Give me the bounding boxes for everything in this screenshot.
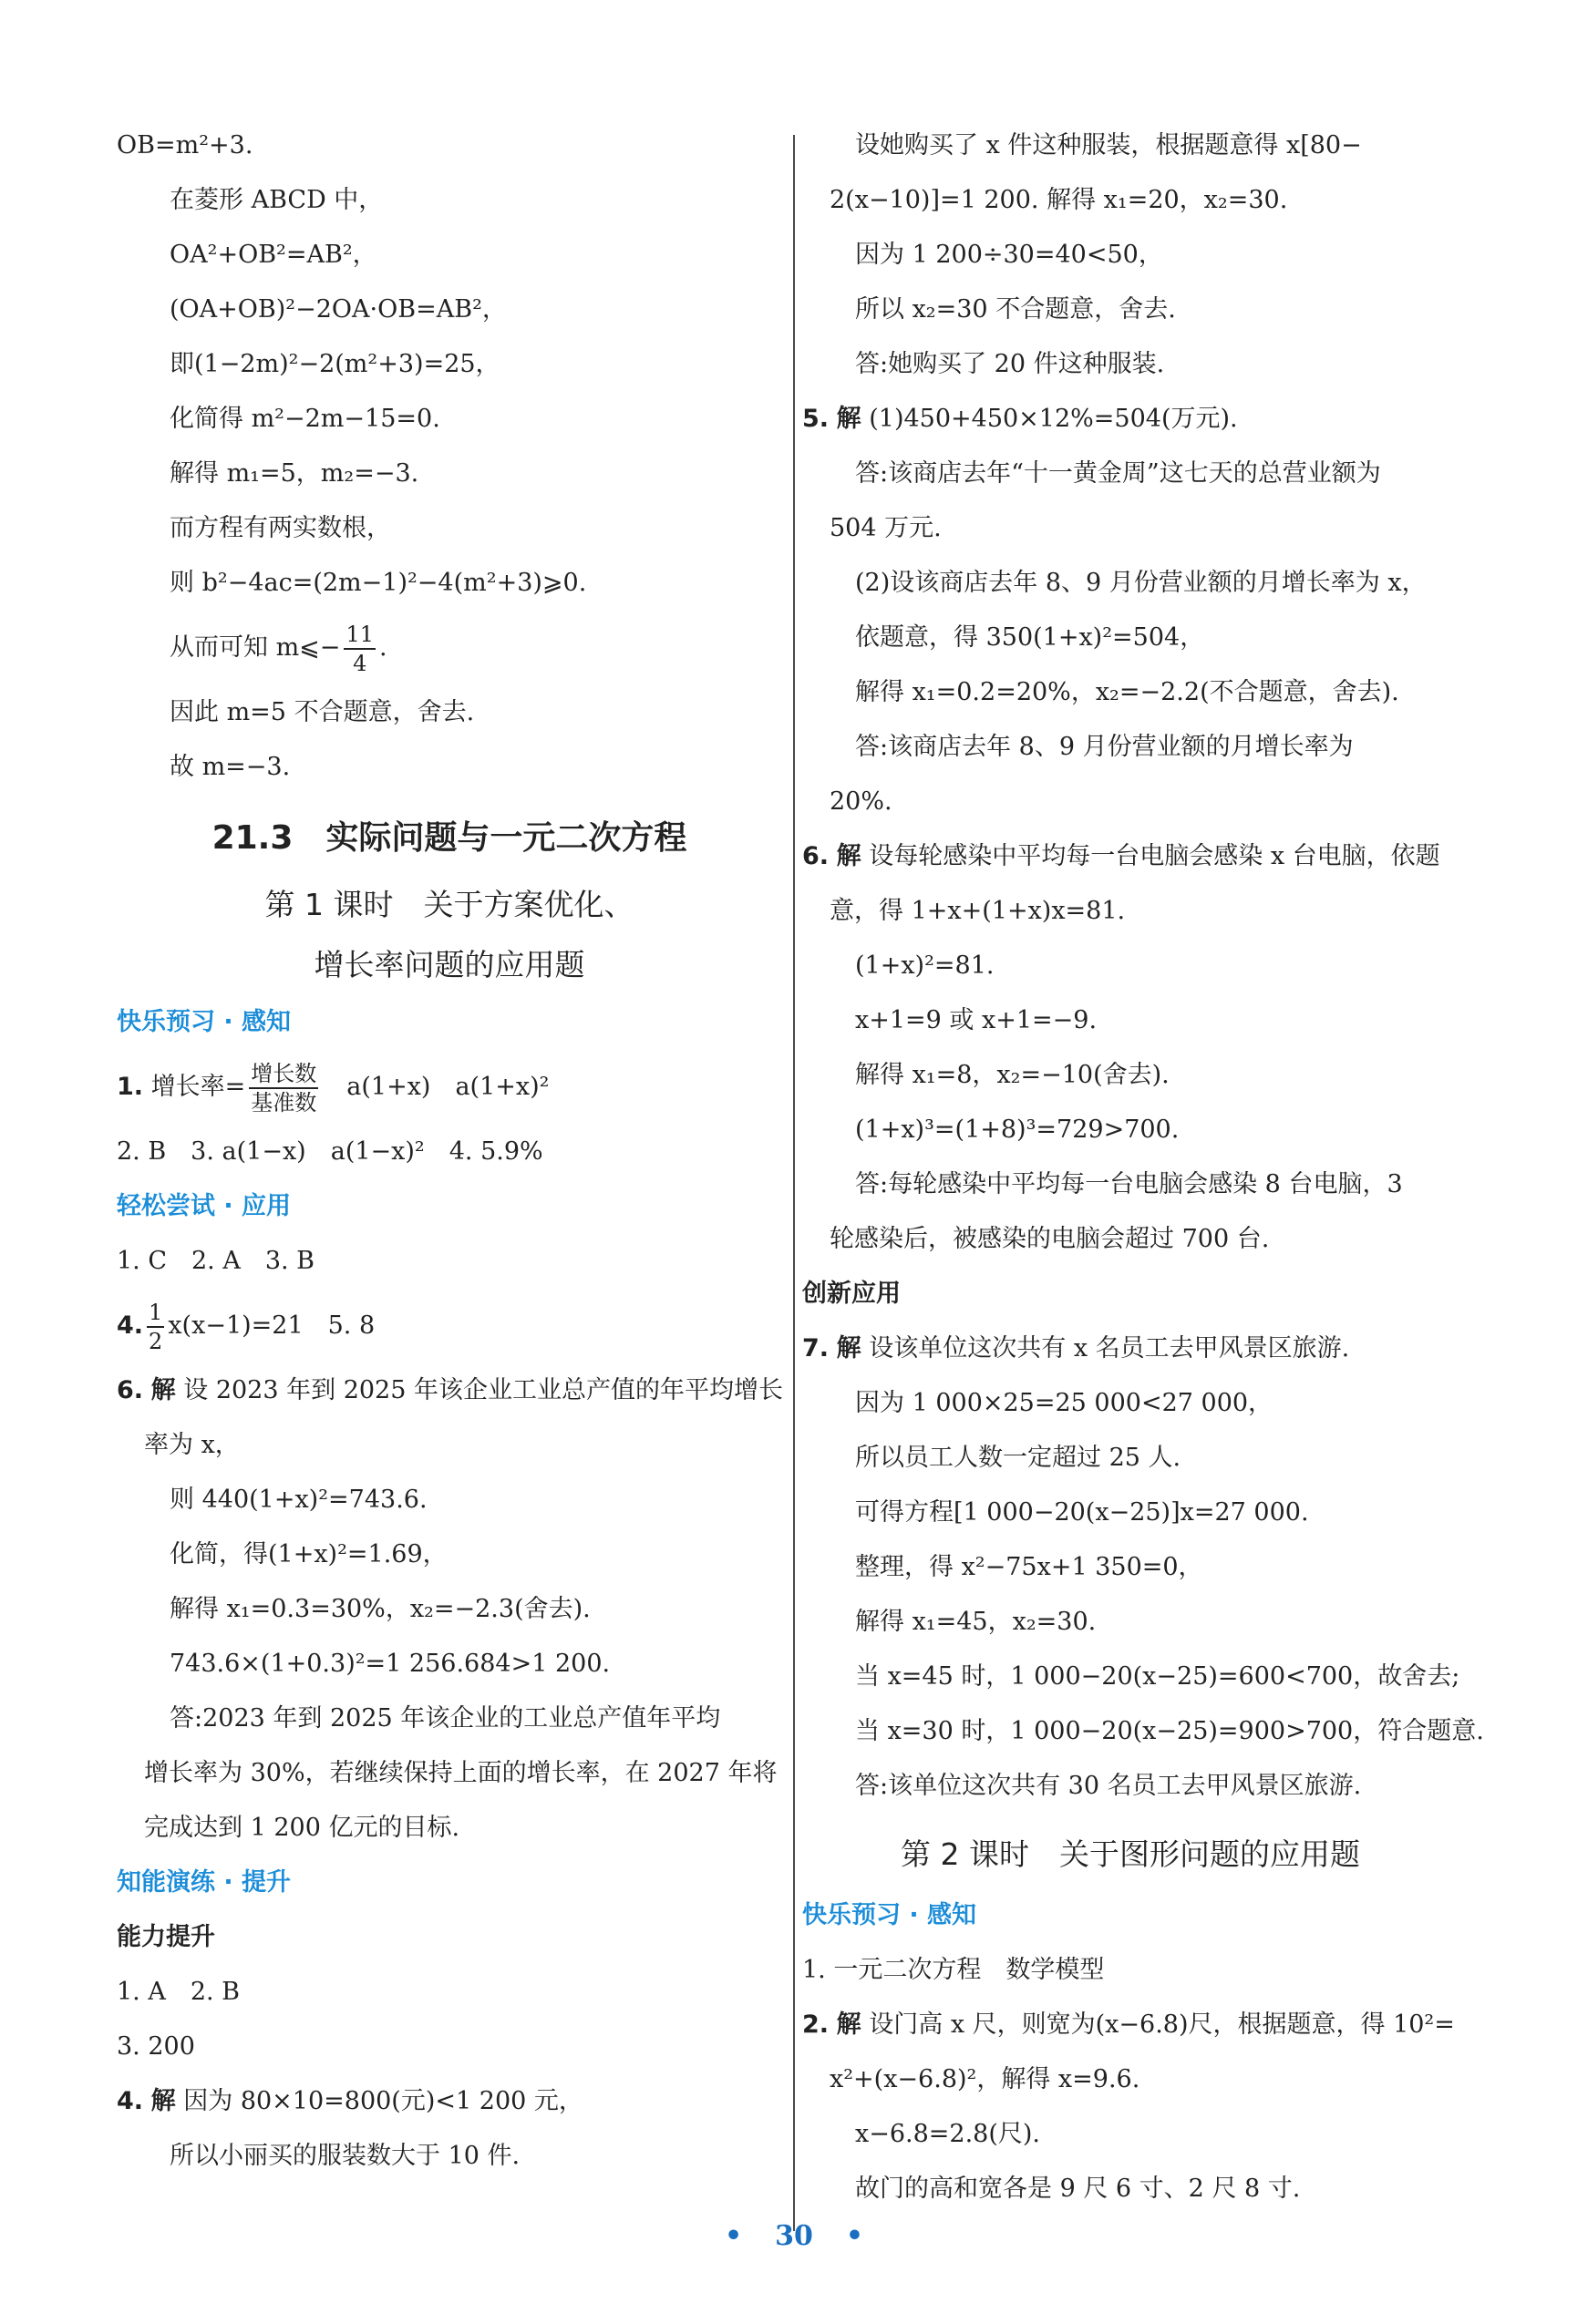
fraction [147, 1299, 164, 1355]
text-line: 743.6×(1+0.3)²=1 256.684>1 200. [170, 1650, 611, 1678]
text-line [802, 392, 1459, 447]
text-line: 意，得 1+x+(1+x)x=81. [830, 897, 1126, 925]
text-line: 率为 x， [144, 1431, 240, 1459]
text-line: 1. C 2. A 3. B [117, 1247, 315, 1275]
text-line: 当 x=45 时，1 000−20(x−25)=600<700，故舍去; [855, 1662, 1460, 1691]
fraction-numerator: 1 [147, 1299, 164, 1328]
text-line: 设她购买了 x 件这种服装，根据题意得 x[80− [855, 131, 1362, 159]
text-line [802, 829, 1459, 884]
heading-ability: 能力提升 [117, 1923, 215, 1951]
text-line: 20%. [830, 787, 892, 816]
text-segment: 因为 80×10=800(元)<1 200 元， [183, 2087, 583, 2115]
text-line [117, 1050, 782, 1125]
text-line: 所以小丽买的服装数大于 10 件. [170, 2142, 521, 2170]
text-line [117, 1289, 782, 1363]
text-line [802, 1321, 1459, 1376]
lesson-title: 增长率问题的应用题 [314, 947, 585, 982]
text-line [117, 611, 782, 685]
footer-dot: • [845, 2220, 864, 2252]
text-line: 依题意，得 350(1+x)²=504， [855, 623, 1205, 652]
text-line: OA²+OB²=AB²， [170, 241, 377, 269]
text-segment: x(x−1)=21 5. 8 [168, 1311, 376, 1340]
solution-keyword: 解 [150, 1376, 176, 1404]
heading-preview: 快乐预习 · 感知 [117, 1008, 292, 1036]
lesson-title: 第 2 课时 关于图形问题的应用题 [901, 1836, 1360, 1872]
text-line: 在菱形 ABCD 中， [170, 186, 384, 214]
text-line: 解得 x₁=8，x₂=−10(舍去). [855, 1061, 1170, 1089]
text-segment: 设每轮感染中平均每一台电脑会感染 x 台电脑，依题 [869, 842, 1440, 870]
question-number: 4. [117, 2087, 144, 2115]
text-line: 即(1−2m)²−2(m²+3)=25， [170, 350, 500, 378]
text-line: 答:该商店去年 8、9 月份营业额的月增长率为 [855, 733, 1354, 761]
fraction-numerator: 增长数 [249, 1060, 318, 1089]
fraction [249, 1060, 318, 1116]
heading-try: 轻松尝试 · 应用 [117, 1192, 292, 1220]
text-line: 而方程有两实数根， [170, 514, 391, 542]
text-segment: . [378, 633, 387, 662]
text-line: 2(x−10)]=1 200. 解得 x₁=20，x₂=30. [830, 186, 1288, 214]
text-line: (1+x)²=81. [855, 951, 995, 980]
text-line: 答:每轮感染中平均每一台电脑会感染 8 台电脑，3 [855, 1170, 1403, 1198]
text-line [802, 1998, 1459, 2052]
text-line: 3. 200 [117, 2032, 195, 2061]
text-line: 答:该单位这次共有 30 名员工去甲风景区旅游. [855, 1772, 1362, 1800]
text-line: 答:她购买了 20 件这种服装. [855, 350, 1165, 378]
question-number: 7. [802, 1334, 830, 1363]
heading-innovate: 创新应用 [802, 1280, 901, 1308]
text-line: 因此 m=5 不合题意，舍去. [170, 698, 475, 726]
text-line: 故门的高和宽各是 9 尺 6 寸、2 尺 8 寸. [855, 2175, 1301, 2203]
footer-dot: • [724, 2220, 743, 2252]
solution-keyword: 解 [836, 405, 861, 433]
text-line: 所以 x₂=30 不合题意，舍去. [855, 295, 1176, 324]
text-line: 化简得 m²−2m−15=0. [170, 405, 440, 433]
left-column [117, 118, 782, 2184]
question-number: 1. [117, 1073, 144, 1101]
text-segment: 设 2023 年到 2025 年该企业工业总产值的年平均增长 [183, 1376, 783, 1404]
question-number: 6. [117, 1376, 144, 1404]
solution-keyword: 解 [836, 2010, 861, 2039]
page-footer [0, 2220, 1588, 2252]
text-line: 解得 m₁=5，m₂=−3. [170, 459, 419, 488]
question-number: 4. [117, 1311, 144, 1340]
page-number: 30 [775, 2220, 813, 2252]
solution-keyword: 解 [836, 842, 861, 870]
question-number: 2. [802, 2010, 830, 2039]
solution-keyword: 解 [150, 2087, 176, 2115]
text-segment: 从而可知 m⩽− [170, 633, 341, 662]
text-line: 可得方程[1 000−20(x−25)]x=27 000. [855, 1498, 1309, 1527]
text-line: 故 m=−3. [170, 753, 291, 781]
right-column [802, 118, 1484, 2216]
column-divider [793, 135, 795, 2231]
text-line: 1. A 2. B [117, 1978, 241, 2006]
solution-keyword: 解 [836, 1334, 861, 1363]
text-line: 化简，得(1+x)²=1.69， [170, 1540, 448, 1568]
fraction-denominator: 2 [149, 1328, 163, 1354]
text-line: 答:2023 年到 2025 年该企业的工业总产值年平均 [170, 1704, 721, 1733]
text-segment: 增长率= [150, 1073, 246, 1101]
text-line: 整理，得 x²−75x+1 350=0， [855, 1553, 1203, 1581]
text-line: (1+x)³=(1+8)³=729>700. [855, 1116, 1180, 1144]
text-line: 解得 x₁=0.3=30%，x₂=−2.3(舍去). [170, 1595, 591, 1623]
text-line: 解得 x₁=0.2=20%，x₂=−2.2(不合题意，舍去). [855, 678, 1399, 706]
heading-practice: 知能演练 · 提升 [117, 1868, 292, 1897]
text-line: 1. 一元二次方程 数学模型 [802, 1956, 1105, 1984]
section-title: 21.3 实际问题与一元二次方程 [211, 819, 687, 857]
lesson-title: 第 1 课时 关于方案优化、 [264, 887, 634, 922]
text-segment: 设门高 x 尺，则宽为(x−6.8)尺，根据题意，得 10²= [869, 2010, 1455, 2039]
text-line: 则 440(1+x)²=743.6. [170, 1486, 428, 1514]
text-line: x+1=9 或 x+1=−9. [855, 1006, 1098, 1034]
text-line: (OA+OB)²−2OA·OB=AB²， [170, 295, 507, 324]
text-line: 解得 x₁=45，x₂=30. [855, 1608, 1097, 1636]
text-line: 2. B 3. a(1−x) a(1−x)² 4. 5.9% [117, 1137, 543, 1166]
text-line: x−6.8=2.8(尺). [855, 2120, 1041, 2148]
text-line: 轮感染后，被感染的电脑会超过 700 台. [830, 1225, 1270, 1253]
fraction-denominator: 基准数 [251, 1089, 317, 1116]
text-line: 当 x=30 时，1 000−20(x−25)=900>700，符合题意. [855, 1717, 1484, 1745]
text-line: 答:该商店去年“十一黄金周”这七天的总营业额为 [855, 459, 1381, 488]
text-line: 完成达到 1 200 亿元的目标. [144, 1814, 460, 1842]
fraction [344, 621, 376, 677]
text-line: 则 b²−4ac=(2m−1)²−4(m²+3)⩾0. [170, 569, 587, 597]
text-line: 增长率为 30%，若继续保持上面的增长率，在 2027 年将 [144, 1759, 778, 1787]
text-line: 所以员工人数一定超过 25 人. [855, 1444, 1181, 1472]
text-line: OB=m²+3. [117, 131, 253, 159]
text-line: (2)设该商店去年 8、9 月份营业额的月增长率为 x， [855, 569, 1427, 597]
text-segment: 设该单位这次共有 x 名员工去甲风景区旅游. [869, 1334, 1350, 1363]
question-number: 5. [802, 405, 830, 433]
text-line: 因为 1 000×25=25 000<27 000， [855, 1389, 1273, 1417]
text-segment: (1)450+450×12%=504(万元). [869, 405, 1238, 433]
fraction-denominator: 4 [353, 650, 367, 676]
text-line [117, 2074, 782, 2129]
text-line: 因为 1 200÷30=40<50， [855, 241, 1163, 269]
question-number: 6. [802, 842, 830, 870]
text-line: 504 万元. [830, 514, 942, 542]
text-line: x²+(x−6.8)²，解得 x=9.6. [830, 2065, 1140, 2093]
text-segment: a(1+x) a(1+x)² [322, 1073, 550, 1101]
heading-preview: 快乐预习 · 感知 [802, 1901, 977, 1929]
fraction-numerator: 11 [344, 621, 376, 650]
text-line [117, 1363, 782, 1418]
